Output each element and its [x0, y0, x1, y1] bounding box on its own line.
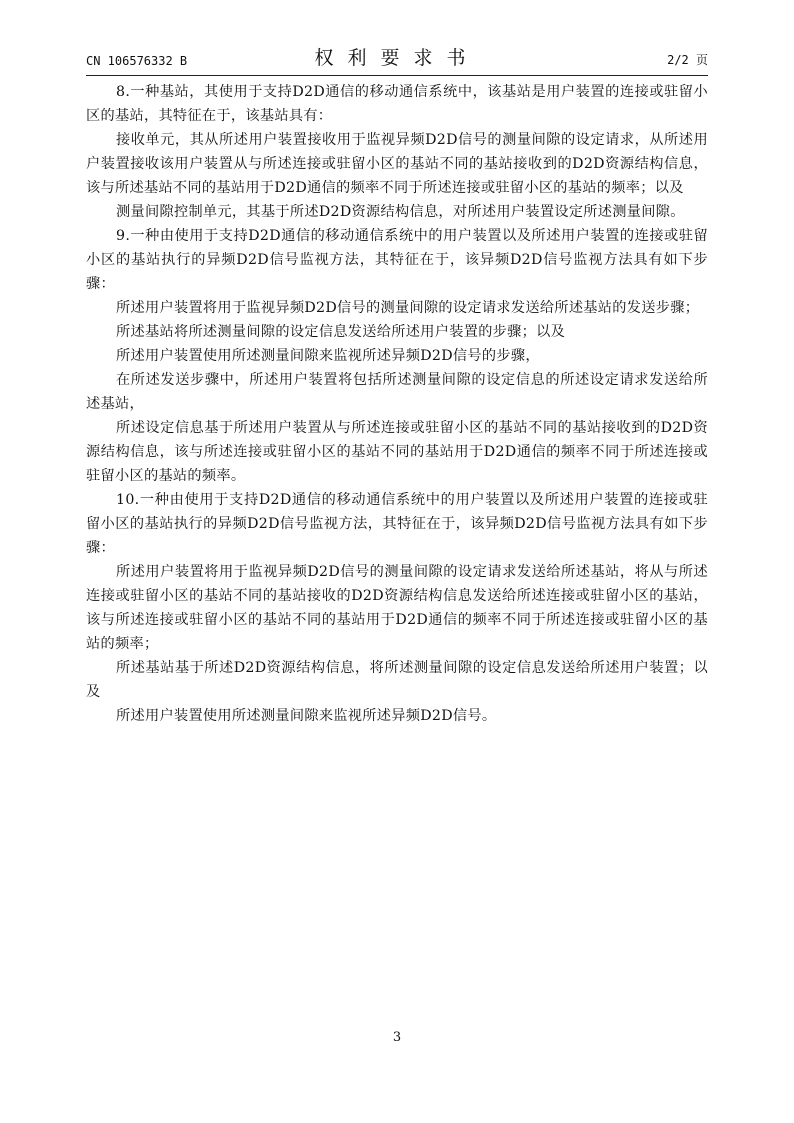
claim-9-intro: 9.一种由使用于支持D2D通信的移动通信系统中的用户装置以及所述用户装置的连接或驻留小区的基站执行的异频D2D信号监视方法，其特征在于，该异频D2D信号监视方法具有如下步骤：: [86, 228, 708, 292]
claims-body: [86, 80, 708, 728]
claim-8-receiving-unit: 接收单元，其从所述用户装置接收用于监视异频D2D信号的测量间隙的设定请求，从所述用户装置接收该用户装置从与所述连接或驻留小区的基站不同的基站接收到的D2D资源结构信息，该与所述基站不同的基站用于D2D通信的频率不同于所述连接或驻留小区的基站的频率；以及: [86, 132, 708, 196]
page-number: 3: [392, 1030, 402, 1045]
claim-9-config-detail: 所述设定信息基于所述用户装置从与所述连接或驻留小区的基站不同的基站接收到的D2D资源结构信息，该与所述连接或驻留小区的基站不同的基站用于D2D通信的频率不同于所述连接或驻留小区的基站的频率。: [86, 420, 708, 484]
claim-9-send-detail: 在所述发送步骤中，所述用户装置将包括所述测量间隙的设定信息的所述设定请求发送给所述基站，: [86, 372, 708, 412]
claim-10-step-send: 所述用户装置将用于监视异频D2D信号的测量间隙的设定请求发送给所述基站，将从与所述连接或驻留小区的基站不同的基站接收的D2D资源结构信息发送给所述连接或驻留小区的基站，该与所述连接或驻留小区的基站不同的基站用于D2D通信的频率不同于所述连接或驻留小区的基站的频率；: [86, 564, 708, 652]
claim-10-intro: 10.一种由使用于支持D2D通信的移动通信系统中的用户装置以及所述用户装置的连接或驻留小区的基站执行的异频D2D信号监视方法，其特征在于，该异频D2D信号监视方法具有如下步骤：: [86, 492, 708, 556]
document-number: CN 106576332 B: [86, 54, 188, 68]
page-indicator: 2/2 页: [667, 53, 708, 67]
claim-8-intro: 8.一种基站，其使用于支持D2D通信的移动通信系统中，该基站是用户装置的连接或驻留小区的基站，其特征在于，该基站具有：: [86, 84, 708, 124]
header-divider: [86, 75, 708, 76]
claim-9-step-config: 所述基站将所述测量间隙的设定信息发送给所述用户装置的步骤；以及: [116, 324, 566, 340]
page-title: 权利要求书: [314, 47, 480, 69]
claim-10-step-monitor: 所述用户装置使用所述测量间隙来监视所述异频D2D信号。: [116, 708, 497, 724]
claim-9-step-monitor: 所述用户装置使用所述测量间隙来监视所述异频D2D信号的步骤，: [116, 348, 540, 364]
claim-10-step-config: 所述基站基于所述D2D资源结构信息，将所述测量间隙的设定信息发送给所述用户装置；以及: [86, 660, 708, 700]
page-header: [86, 46, 708, 74]
claim-9-step-send: 所述用户装置将用于监视异频D2D信号的测量间隙的设定请求发送给所述基站的发送步骤；: [116, 300, 700, 316]
claim-8-gap-control-unit: 测量间隙控制单元，其基于所述D2D资源结构信息，对所述用户装置设定所述测量间隙。: [116, 204, 685, 220]
